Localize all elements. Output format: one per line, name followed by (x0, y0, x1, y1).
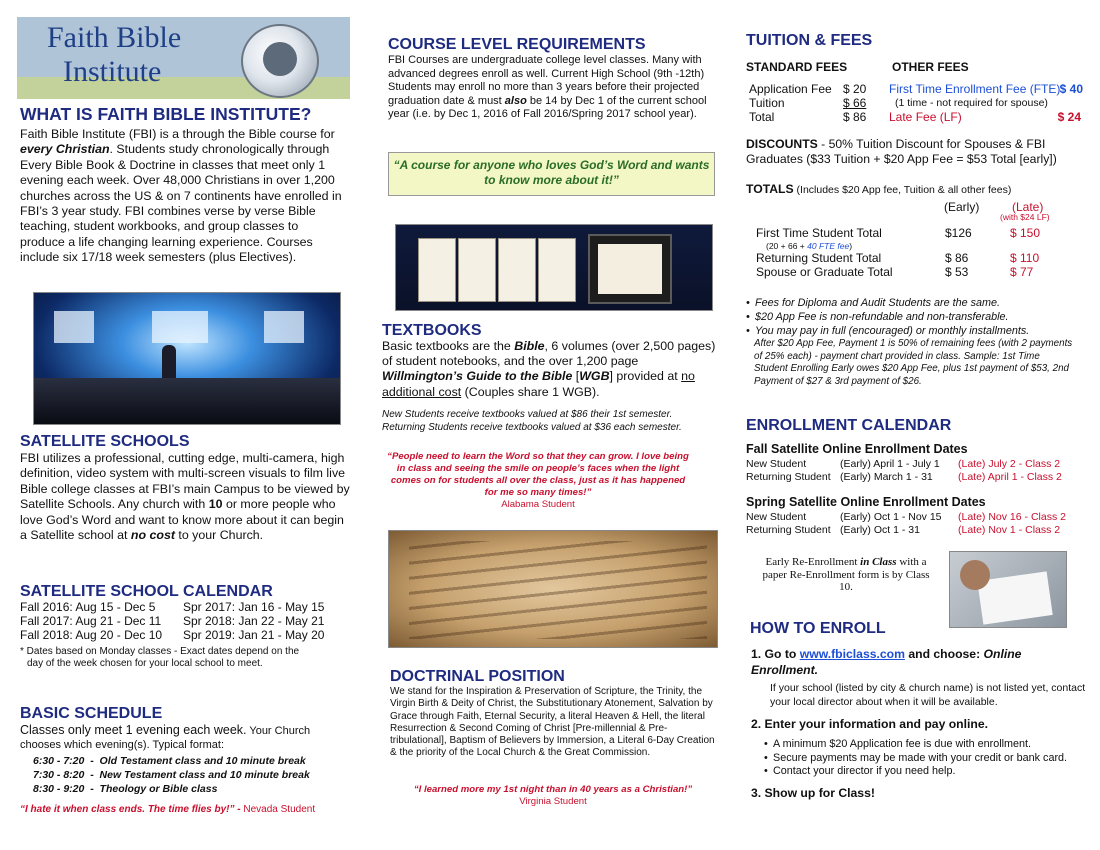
enrollment-row: Returning Student (Early) March 1 - 31 (Late) April 1 - Class 2 (746, 471, 1062, 483)
spring-enrollment-heading: Spring Satellite Online Enrollment Dates (746, 495, 986, 509)
schedule-list (33, 754, 353, 796)
calendar-row: Fall 2017: Aug 21 - Dec 11 Spr 2018: Jan 22 - May 21 (20, 614, 325, 629)
what-is-paragraph: Faith Bible Institute (FBI) is a through the Bible course for every Christian. Students study chronologically through Every Bible Book & Doctrine in classes that meet only 1 evening each week. Over 48,000 Christians in over 1,200 churches across the US & on 7 continents have enrolled in FBI’s 3 year study. FBI combines verse by verse Bible teaching, student workbooks, and group classes to produce a life changing learning experience. Courses include six 17/18 week semesters (plus Electives). (20, 127, 342, 265)
reenrollment-note: Early Re-Enrollment in Class with a paper Re-Enrollment form is by Class 10. (762, 556, 930, 594)
textbooks-photo (395, 224, 713, 311)
step-2-item: • Secure payments may be made with your credit or bank card. (764, 752, 1084, 766)
schedule-item: 6:30 - 7:20 - Old Testament class and 10 minute break (33, 755, 306, 767)
enrollment-row: Returning Student (Early) Oct 1 - 31 (Late) Nov 1 - Class 2 (746, 524, 1061, 536)
calendar-row: Fall 2018: Aug 20 - Dec 10 Spr 2019: Jan 21 - May 20 (20, 628, 325, 643)
nevada-quote: “I hate it when class ends. The time flies by!” - Nevada Student (20, 804, 316, 815)
late-column-subheader: (with $24 LF) (1000, 212, 1050, 222)
virginia-quote: “I learned more my 1st night than in 40 years as a Christian!” Virginia Student (413, 784, 693, 807)
step-2-item: • Contact your director if you need help. (764, 765, 1084, 779)
institute-title (47, 21, 181, 89)
basic-schedule-heading: BASIC SCHEDULE (20, 705, 163, 722)
textbooks-heading: TEXTBOOKS (382, 322, 482, 339)
discounts-paragraph: DISCOUNTS - 50% Tuition Discount for Spouses & FBI Graduates ($33 Tuition + $20 App Fee = $53 Total [early]) (746, 137, 1057, 166)
standard-fees-label: STANDARD FEES (746, 60, 848, 74)
header-banner (17, 17, 350, 99)
step-1: 1. Go to www.fbiclass.com and choose: Online Enrollment. (751, 647, 1022, 677)
fee-note-item: • $20 App Fee is non-refundable and non-transferable. (746, 310, 1088, 324)
title-line-1: Faith Bible (47, 21, 182, 54)
step-2-list (764, 738, 1084, 779)
fee-row: Total $ 86 (749, 110, 867, 124)
calendar-row: Fall 2016: Aug 15 - Dec 5 Spr 2017: Jan 16 - May 15 (20, 600, 325, 614)
fee-notes-list (746, 296, 1088, 338)
early-column-header: (Early) (944, 200, 980, 214)
enrollment-calendar-heading: ENROLLMENT CALENDAR (746, 417, 952, 434)
step-1-note: If your school (listed by city & church name) is not listed yet, contact your local director about when it will be available. (770, 682, 1086, 708)
totals-heading: TOTALS (Includes $20 App fee, Tuition & all other fees) (746, 182, 1012, 196)
how-to-enroll-heading: HOW TO ENROLL (750, 620, 886, 637)
course-level-heading: COURSE LEVEL REQUIREMENTS (388, 36, 646, 53)
fte-row: First Time Enrollment Fee (FTE) $ 40 (889, 82, 1083, 96)
enrollment-row: New Student (Early) Oct 1 - Nov 15 (Late) Nov 16 - Class 2 (746, 511, 1066, 523)
fbiclass-link[interactable]: www.fbiclass.com (799, 647, 905, 661)
tuition-heading: TUITION & FEES (746, 32, 873, 49)
doctrinal-heading: DOCTRINAL POSITION (390, 668, 565, 685)
step-2: 2. Enter your information and pay online. (751, 717, 989, 731)
what-is-heading: WHAT IS FAITH BIBLE INSTITUTE? (20, 104, 312, 124)
totals-row: Returning Student Total $ 86 $ 110 (756, 251, 1040, 265)
course-quote-box: “A course for anyone who loves God’s Word and wants to know more about it!” (388, 152, 715, 196)
fall-enrollment-heading: Fall Satellite Online Enrollment Dates (746, 442, 968, 456)
step-3: 3. Show up for Class! (751, 786, 875, 800)
fee-row: Application Fee $ 20 (749, 82, 867, 96)
course-level-paragraph: FBI Courses are undergraduate college level classes. Many with advanced degrees enroll as well. Current High School (9th -12th) Students may enroll no more than 3 years before their projected graduation date & must also be 14 by Dec 1 of the current school year (i.e. by Dec 1, 2016 of Fall 2016/Spring 2017 school year). (388, 54, 707, 120)
globe-logo-icon (241, 24, 319, 98)
fee-note-item: • Fees for Diploma and Audit Students are the same. (746, 296, 1088, 310)
textbooks-notes: New Students receive textbooks valued at $86 their 1st semester. Returning Students receive textbooks valued at $36 each semester. (382, 409, 682, 433)
late-fee-row: Late Fee (LF) $ 24 (889, 110, 1081, 124)
enrollment-row: New Student (Early) April 1 - July 1 (Late) July 2 - Class 2 (746, 458, 1061, 470)
satellite-schools-paragraph: FBI utilizes a professional, cutting edge, multi-camera, high definition, video system with multi-screen visuals to film live Bible college classes at FBI’s main Campus to be viewed by Satellite Schools. Any church with 10 or more people who love God’s Word and want to know more about it can begin a Satellite school at no cost to your Church. (20, 451, 350, 543)
step-2-item: • A minimum $20 Application fee is due with enrollment. (764, 738, 1084, 752)
textbooks-paragraph: Basic textbooks are the Bible, 6 volumes (over 2,500 pages) of student notebooks, and the over 1,200 page Willmington’s Guide to the Bible [WGB] provided at no additional cost (Couples share 1 WGB). (382, 339, 716, 399)
alabama-quote: “People need to learn the Word so that they can grow. I love being in class and seeing the smile on people’s faces when the light comes on for students all over the class, just as it has happened for me so many times!” Alabama Student (387, 451, 689, 510)
conference-photo (33, 292, 341, 425)
late-column-header: (Late) (1012, 200, 1044, 214)
satellite-schools-heading: SATELLITE SCHOOLS (20, 433, 190, 450)
schedule-intro: Classes only meet 1 evening each week. Your Church chooses which evening(s). Typical format: (20, 723, 311, 751)
student-writing-photo (949, 551, 1067, 628)
standard-fees-table (749, 82, 879, 124)
totals-table (756, 227, 1086, 280)
other-fees-table (889, 82, 1085, 124)
other-fees-label: OTHER FEES (892, 60, 969, 74)
title-line-2: Institute (63, 55, 162, 88)
schedule-item: 8:30 - 9:20 - Theology or Bible class (33, 783, 218, 795)
spring-enrollment-table (746, 511, 1086, 537)
installment-note: After $20 App Fee, Payment 1 is 50% of remaining fees (with 2 payments of 25% each) - payment chart provided in class. Sample: 1st Time Student Enrolling Early owes $20 App Fee, plus 1st payment of $53, 2nd Payment of $27 & 3rd payment of $26. (754, 338, 1073, 387)
calendar-table (20, 600, 350, 643)
doctrinal-paragraph: We stand for the Inspiration & Preservation of Scripture, the Trinity, the Virgin Birth & Deity of Christ, the Substitutionary Atonement, Salvation by Grace through Faith, Eternal Security, a literal Heaven & Hell, the literal Resurrection & Second Coming of Christ [Pre-millennial & Pre-tribulational], Baptism of Believers by Immersion, a Literal 6-Day Creation & the priority of the Local Church & the Great Commission. (390, 686, 715, 759)
fee-row: Tuition $ 66 (749, 96, 867, 110)
totals-row: Spouse or Graduate Total $ 53 $ 77 (756, 265, 1034, 279)
fee-note-item: • You may pay in full (encouraged) or monthly installments. (746, 324, 1088, 338)
first-time-breakdown: (20 + 66 + 40 FTE fee) (766, 241, 853, 251)
calendar-note: * Dates based on Monday classes - Exact dates depend on the day of the week chosen for your local school to meet. (20, 646, 300, 670)
fte-note: (1 time - not required for spouse) (895, 97, 1048, 109)
calendar-heading: SATELLITE SCHOOL CALENDAR (20, 583, 273, 600)
totals-row: First Time Student Total $126 $ 150 (756, 226, 1041, 240)
bible-page-photo (388, 530, 718, 648)
fall-enrollment-table (746, 458, 1086, 484)
schedule-item: 7:30 - 8:20 - New Testament class and 10 minute break (33, 769, 310, 781)
